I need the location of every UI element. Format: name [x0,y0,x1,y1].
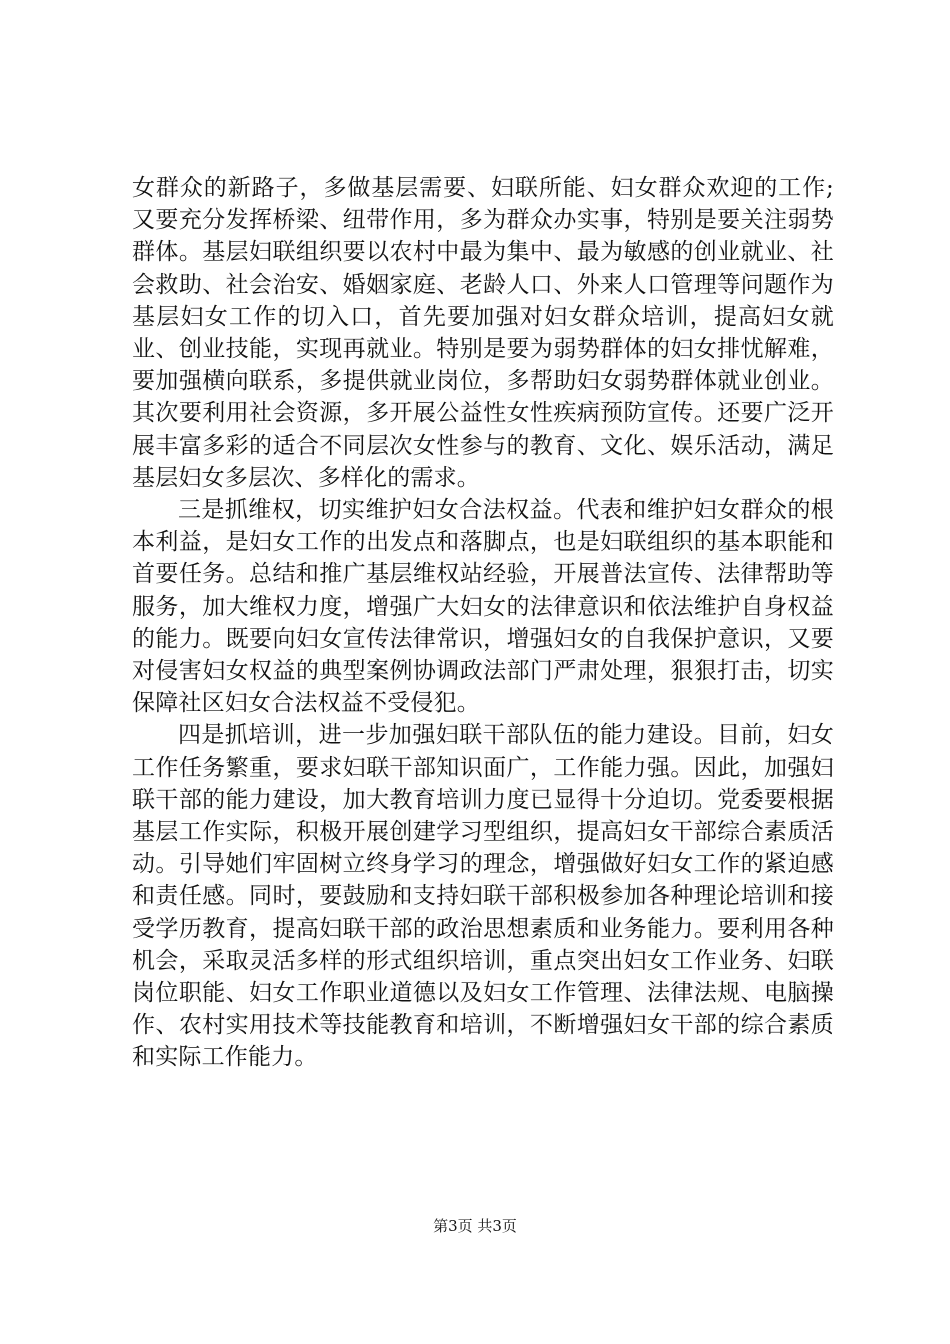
page-footer: 第3页 共3页 [433,1217,517,1235]
paragraph-training: 四是抓培训，进一步加强妇联干部队伍的能力建设。目前，妇女工作任务繁重，要求妇联干部知识面广，工作能力强。因此，加强妇联干部的能力建设，加大教育培训力度已显得十分迫切。党委要根据基层工作实际，积极开展创建学习型组织，提高妇女干部综合素质活动。引导她们牢固树立终身学习的理念，增强做好妇女工作的紧迫感和责任感。同时，要鼓励和支持妇联干部积极参加各种理论培训和接受学历教育，提高妇联干部的政治思想素质和业务能力。要利用各种机会，采取灵活多样的形式组织培训，重点突出妇女工作业务、妇联岗位职能、妇女工作职业道德以及妇女工作管理、法律法规、电脑操作、农村实用技术等技能教育和培训，不断增强妇女干部的综合素质和实际工作能力。 [132,722,834,1071]
paragraph-rights-protection: 三是抓维权，切实维护妇女合法权益。代表和维护妇女群众的根本利益，是妇女工作的出发点和落脚点，也是妇联组织的基本职能和首要任务。总结和推广基层维权站经验，开展普法宣传、法律帮助等服务，加大维权力度，增强广大妇女的法律意识和依法维护自身权益的能力。既要向妇女宣传法律常识，增强妇女的自我保护意识，又要对侵害妇女权益的典型案例协调政法部门严肃处理，狠狠打击，切实保障社区妇女合法权益不受侵犯。 [132,497,834,717]
document-body [132,172,834,1074]
paragraph-continuation: 女群众的新路子，多做基层需要、妇联所能、妇女群众欢迎的工作;又要充分发挥桥梁、纽带作用，多为群众办实事，特别是要关注弱势群体。基层妇联组织要以农村中最为集中、最为敏感的创业就业、社会救助、社会治安、婚姻家庭、老龄人口、外来人口管理等问题作为基层妇女工作的切入口，首先要加强对妇女群众培训，提高妇女就业、创业技能，实现再就业。特别是要为弱势群体的妇女排忧解难，要加强横向联系，多提供就业岗位，多帮助妇女弱势群体就业创业。其次要利用社会资源，多开展公益性女性疾病预防宣传。还要广泛开展丰富多彩的适合不同层次女性参与的教育、文化、娱乐活动，满足基层妇女多层次、多样化的需求。 [132,175,834,491]
